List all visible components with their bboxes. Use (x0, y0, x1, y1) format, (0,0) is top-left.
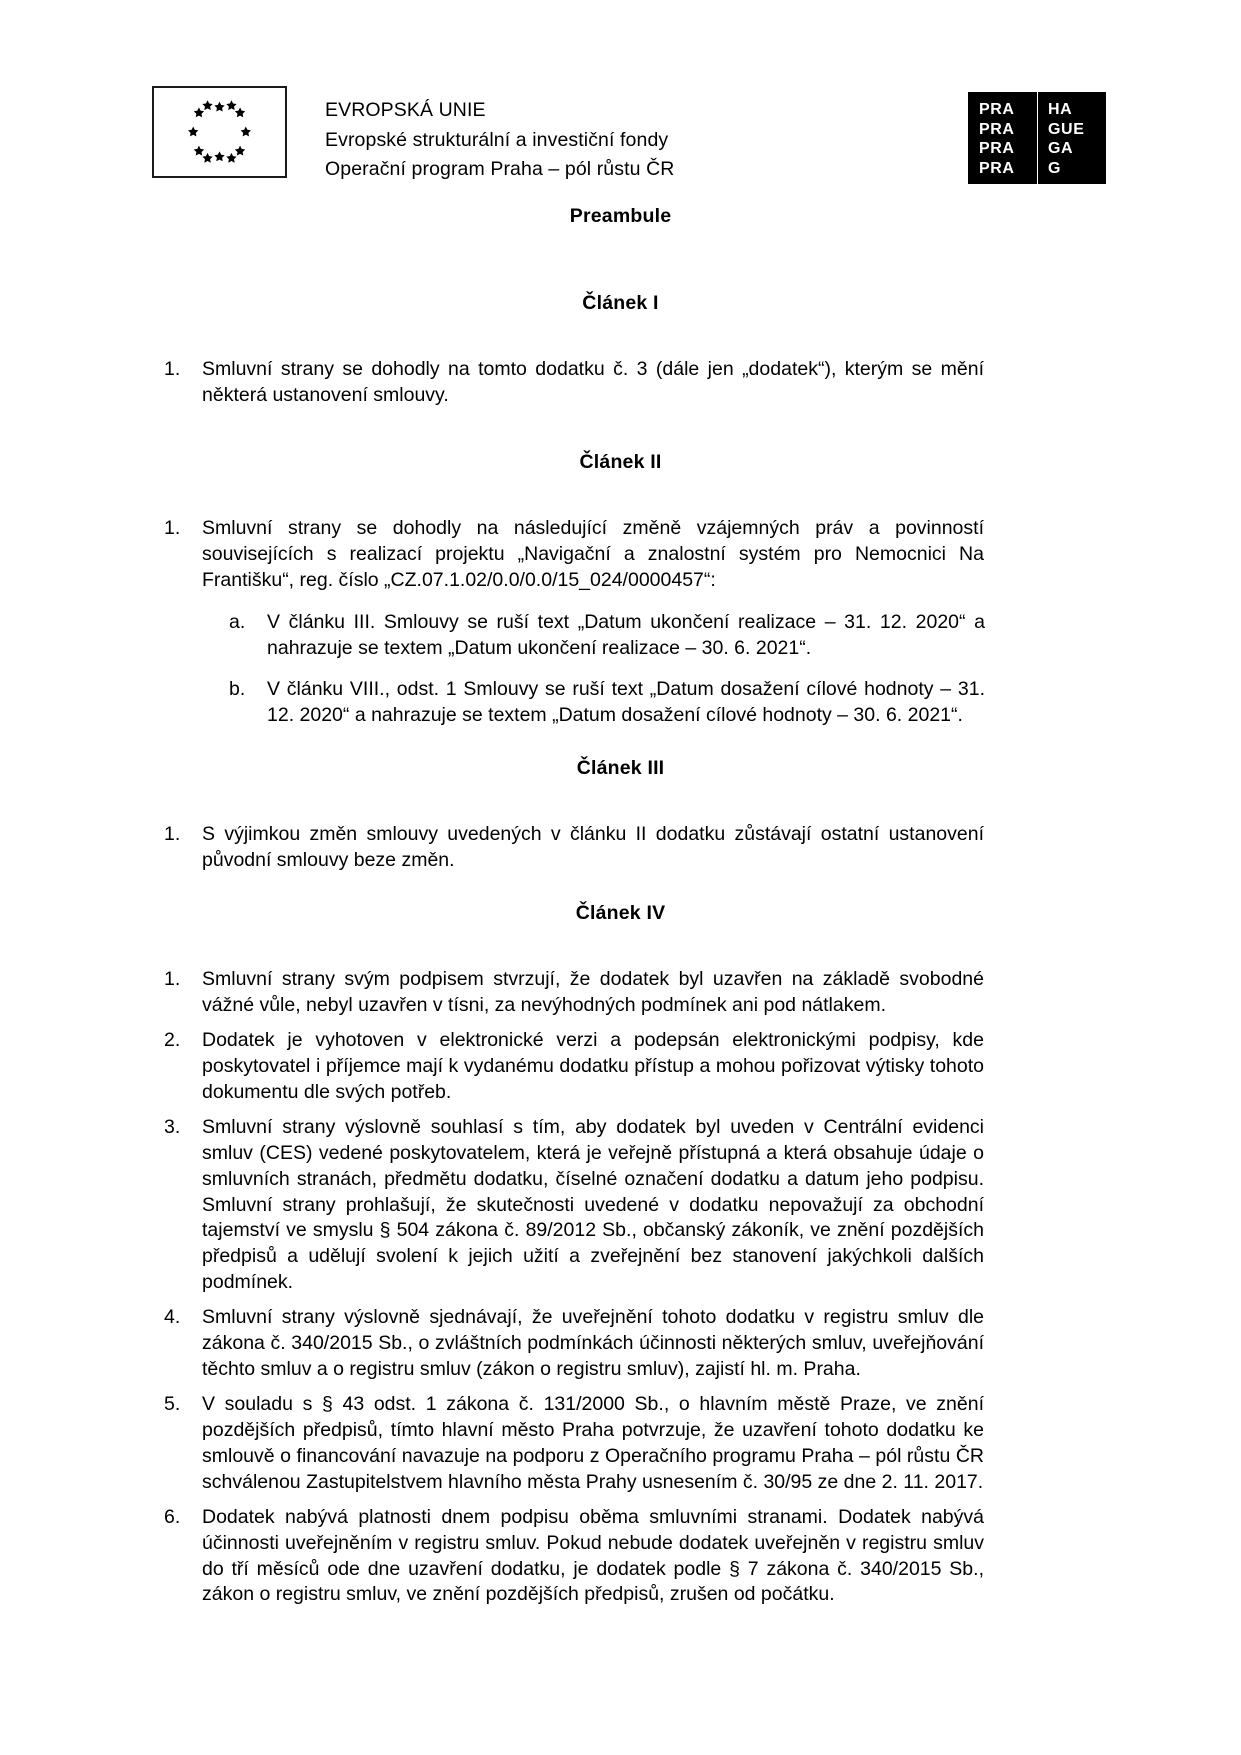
list-text: Smluvní strany se dohodly na následující změně vzájemných práv a povinností souvisejících s realizací projektu „Navigační a znalostní systém pro Nemocnici Na Františku“, reg. číslo „CZ.07.1.02/0.0/0.0/15_024/0000457“: (202, 516, 984, 591)
praha-right-3: GA (1048, 140, 1074, 157)
list-text: Dodatek je vyhotoven v elektronické verzi a podepsán elektronickými podpisy, kde poskytovatel i příjemce mají k vydanému dodatku přístup a mohou pořizovat výtisky tohoto dokumentu dle svých potřeb. (202, 1028, 984, 1103)
praha-left-2: PRA (979, 120, 1015, 138)
praha-right-4: G (1048, 159, 1062, 177)
list-text: V souladu s § 43 odst. 1 zákona č. 131/2000 Sb., o hlavním městě Praze, ve znění pozdějších předpisů, tímto hlavní město Praha potvrzuje, že uzavření tohoto dodatku ke smlouvě o financování navazuje na podporu z Operačního programu Praha – pól růstu ČR schválenou Zastupitelstvem hlavního města Prahy usnesením č. 30/95 ze dne 2. 11. 2017. (202, 1392, 984, 1493)
eu-line-programme: Operační program Praha – pól růstu ČR (325, 158, 675, 181)
sub-list-item (229, 677, 985, 729)
eu-flag-logo (152, 86, 287, 178)
list-item (164, 1305, 984, 1383)
list-item (164, 1028, 984, 1106)
section-title-clanek-1: Článek I (582, 292, 659, 314)
list-item (164, 1392, 984, 1496)
sub-list-text: V článku VIII., odst. 1 Smlouvy se ruší text „Datum dosažení cílové hodnoty – 31. 12. 2020“ a nahrazuje se textem „Datum dosažení cílové hodnoty – 30. 6. 2021“. (267, 678, 985, 727)
section-title-clanek-3: Článek III (576, 757, 665, 780)
eu-stars-icon (154, 88, 285, 176)
list-marker: 1. (164, 358, 181, 380)
list-text: Smluvní strany svým podpisem stvrzují, že dodatek byl uzavřen na základě svobodné vážné vůle, nebyl uzavřen v tísni, za nevýhodných podmínek ani pod nátlakem. (202, 968, 984, 1017)
praha-logo-left-column (968, 92, 1038, 184)
praha-logo-right-column (1038, 92, 1106, 184)
section-title-clanek-2: Článek II (579, 450, 662, 473)
list-item (164, 516, 984, 594)
list-text: Smluvní strany se dohodly na tomto dodatku č. 3 (dále jen „dodatek“), kterým se mění některá ustanovení smlouvy. (202, 358, 984, 406)
list-marker: 1. (164, 516, 181, 539)
list-item (164, 357, 984, 409)
sub-list-marker: a. (229, 610, 246, 633)
list-item (164, 822, 984, 874)
eu-line-funds: Evropské strukturální a investiční fondy (325, 128, 669, 151)
eu-line-union: EVROPSKÁ UNIE (325, 99, 486, 121)
list-item (164, 967, 984, 1019)
list-marker: 3. (164, 1115, 181, 1138)
list-text: Dodatek nabývá platnosti dnem podpisu oběma smluvními stranami. Dodatek nabývá účinnosti uveřejněním v registru smluv. Pokud nebude dodatek uveřejněn v registru smluv do tří měsíců ode dne uzavření dodatku, je dodatek podle § 7 zákona č. 340/2015 Sb., zákon o registru smluv, ve znění pozdějších předpisů, zrušen od počátku. (202, 1505, 984, 1606)
praha-left-3: PRA (979, 140, 1015, 157)
praha-left-1: PRA (979, 101, 1015, 118)
list-marker: 1. (164, 823, 181, 846)
list-marker: 4. (164, 1306, 181, 1329)
document-header (0, 86, 1241, 196)
praha-right-1: HA (1048, 101, 1073, 118)
praha-prague-logo (968, 92, 1106, 184)
preamble-title: Preambule (569, 205, 672, 227)
list-text: S výjimkou změn smlouvy uvedených v článku II dodatku zůstávají ostatní ustanovení původní smlouvy beze změn. (202, 823, 984, 872)
list-item (164, 1505, 984, 1609)
list-marker: 5. (164, 1392, 181, 1415)
list-text: Smluvní strany výslovně souhlasí s tím, aby dodatek byl uveden v Centrální evidenci smluv (CES) vedené poskytovatelem, která je veřejně přístupná a která obsahuje údaje o smluvních stranách, předmětu dodatku, číselné označení dodatku a datum jeho podpisu. Smluvní strany prohlašují, že skutečnosti uvedené v dodatku nepovažují za obchodní tajemství ve smyslu § 504 zákona č. 89/2012 Sb., občanský zákoník, ve znění pozdějších předpisů a udělují svolení k jejich užití a zveřejnění bez stanovení jakýchkoli dalších podmínek. (202, 1115, 984, 1294)
document-body (0, 205, 1241, 1608)
list-marker: 2. (164, 1028, 181, 1051)
eu-programme-texts (325, 96, 674, 185)
sub-list-text: V článku III. Smlouvy se ruší text „Datum ukončení realizace – 31. 12. 2020“ a nahrazuje se textem „Datum ukončení realizace – 30. 6. 2021“. (267, 610, 985, 659)
list-marker: 6. (164, 1505, 181, 1528)
sub-list-item (229, 610, 985, 662)
section-title-clanek-4: Článek IV (575, 902, 666, 925)
list-item (164, 1115, 984, 1296)
list-text: Smluvní strany výslovně sjednávají, že uveřejnění tohoto dodatku v registru smluv dle zákona č. 340/2015 Sb., o zvláštních podmínkách účinnosti některých smluv, uveřejňování těchto smluv a o registru smluv (zákon o registru smluv), zajistí hl. m. Praha. (202, 1306, 984, 1381)
list-marker: 1. (164, 968, 181, 991)
sub-list-marker: b. (229, 678, 246, 701)
praha-left-4: PRA (979, 159, 1015, 177)
praha-right-2: GUE (1048, 120, 1085, 138)
